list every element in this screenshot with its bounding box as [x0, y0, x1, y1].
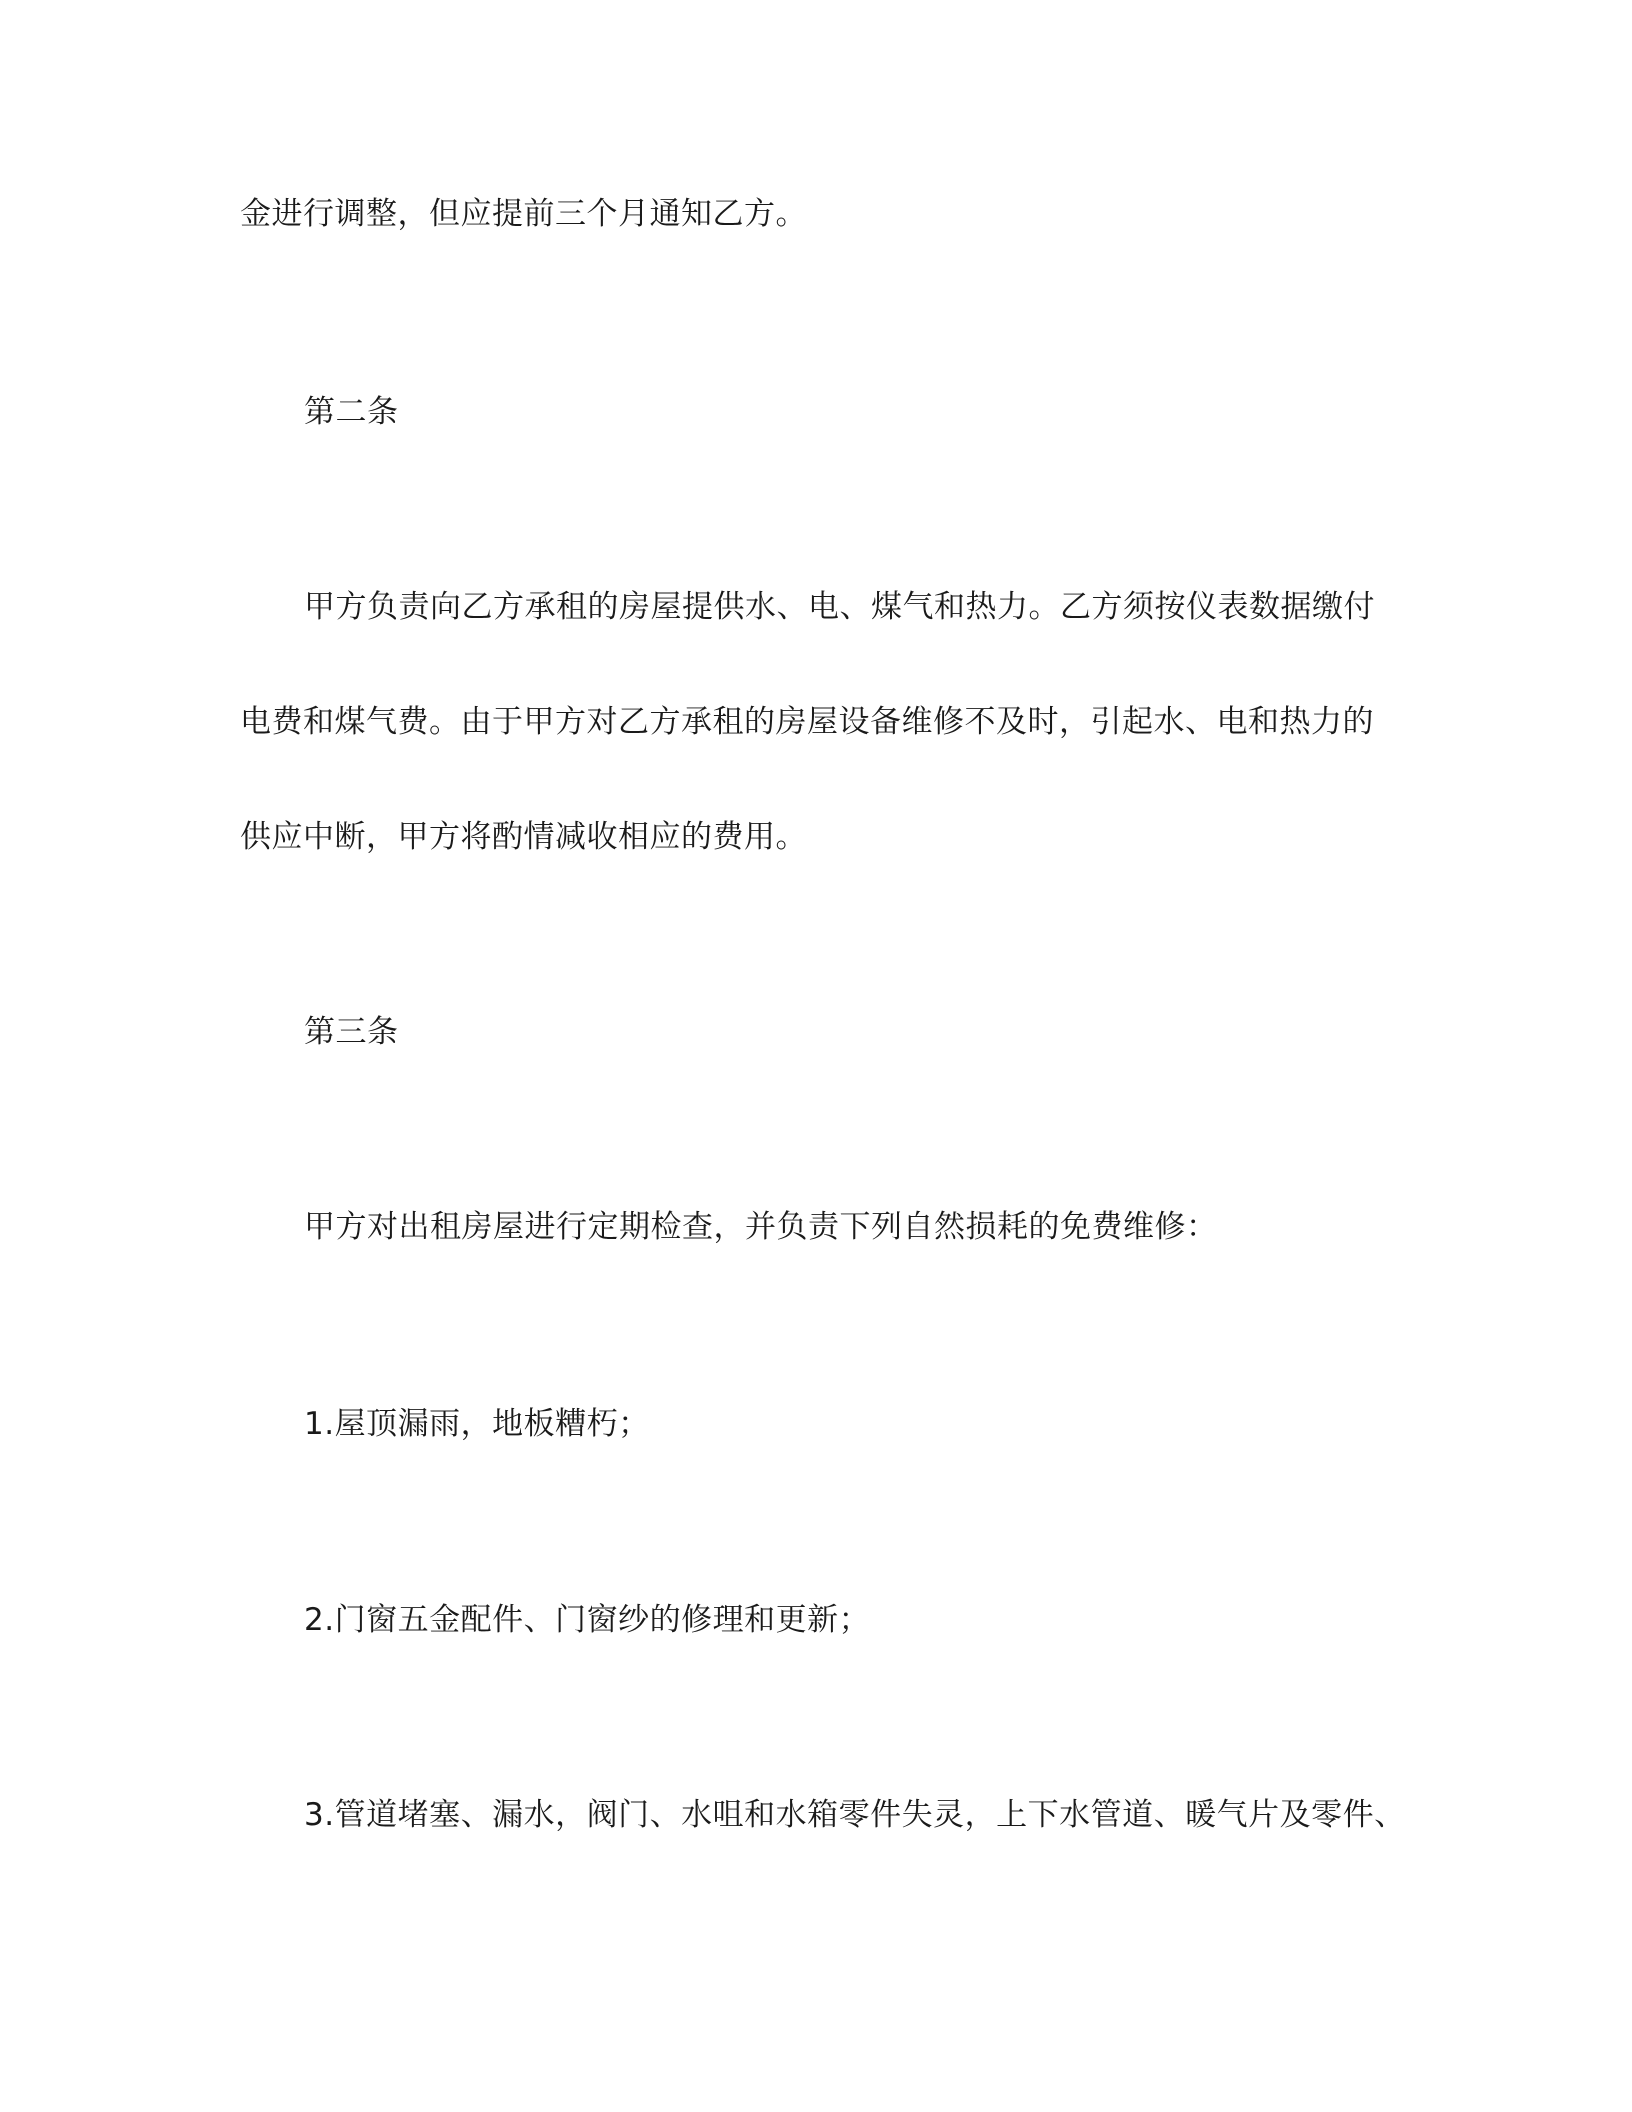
list-item-2: 2.门窗五金配件、门窗纱的修理和更新； — [304, 1602, 871, 1638]
article-heading-3: 第三条 — [304, 1014, 399, 1050]
paragraph-continuation-line: 金进行调整，但应提前三个月通知乙方。 — [240, 196, 807, 232]
article-heading-2: 第二条 — [304, 394, 399, 430]
article-2-line-2: 电费和煤气费。由于甲方对乙方承租的房屋设备维修不及时，引起水、电和热力的 — [240, 704, 1374, 740]
article-2-line-1: 甲方负责向乙方承租的房屋提供水、电、煤气和热力。乙方须按仪表数据缴付 — [304, 589, 1375, 625]
article-3-intro: 甲方对出租房屋进行定期检查，并负责下列自然损耗的免费维修： — [304, 1209, 1218, 1245]
article-2-line-3: 供应中断，甲方将酌情减收相应的费用。 — [240, 819, 807, 855]
list-item-3: 3.管道堵塞、漏水，阀门、水咀和水箱零件失灵，上下水管道、暖气片及零件、 — [304, 1797, 1406, 1833]
list-item-1: 1.屋顶漏雨，地板糟朽； — [304, 1406, 650, 1442]
